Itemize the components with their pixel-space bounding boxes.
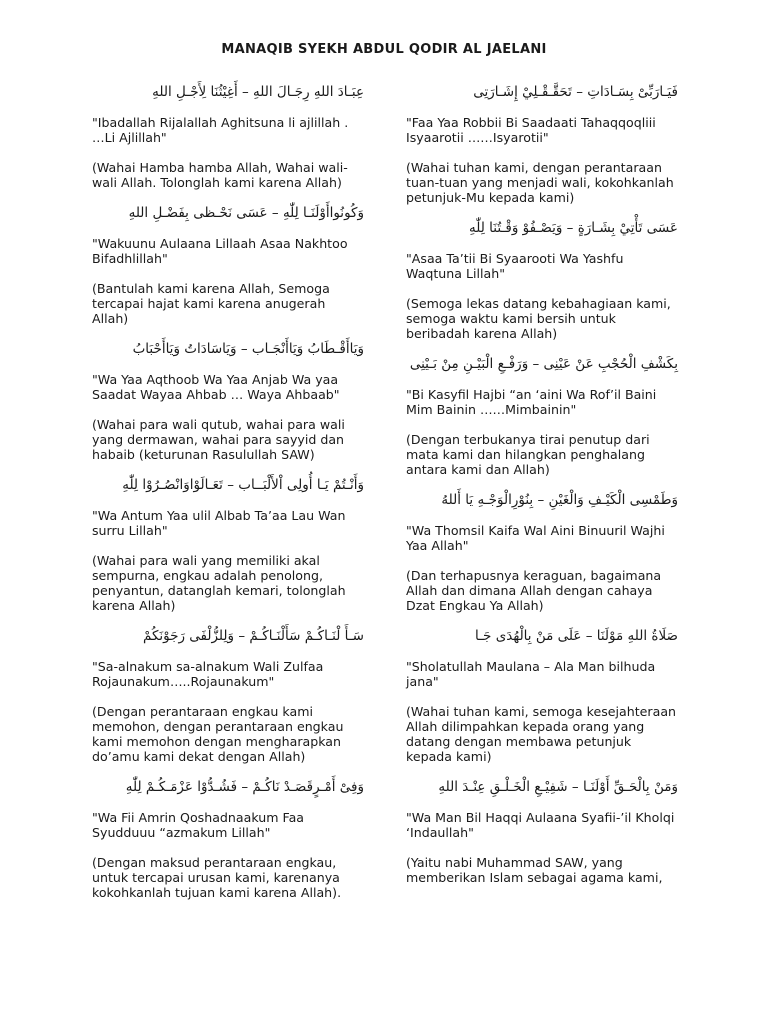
- latin-transliteration: "Asaa Ta’tii Bi Syaarooti Wa Yashfu Waqtuna Lillah": [406, 251, 624, 281]
- verse-translation: (Wahai tuhan kami, semoga kesejahteraan Allah dilimpahkan kepada orang yang datang dengan membawa petunjuk kepada kami): [406, 704, 677, 764]
- verse-translation: (Yaitu nabi Muhammad SAW, yang memberikan Islam sebagai agama kami,: [406, 855, 663, 885]
- left-column: [92, 84, 364, 915]
- verse-block: [406, 220, 678, 341]
- right-column: [406, 84, 678, 900]
- latin-transliteration: "Wa Fii Amrin Qoshadnaakum Faa Syudduuu “azmakum Lillah": [92, 810, 305, 840]
- verse-block: [406, 492, 678, 613]
- verse-block: [92, 84, 364, 190]
- arabic-verse: وَيَاأَقْـطَابُ وَيَاأَنْجَـاب – وَيَاسَادَاتُ وَيَاأَحْبَابُ: [132, 341, 364, 357]
- latin-transliteration: "Bi Kasyfil Hajbi “an ‘aini Wa Rof’il Baini Mim Bainin ……Mimbainin": [406, 387, 657, 417]
- arabic-verse: سَـأَ لْنَـاكُـمْ سَأَلْنَـاكُـمْ – وَلِلزُّلْفَى رَجَوْنَكُمْ: [142, 628, 364, 644]
- arabic-verse: وَطَمْسِى الْكَيْـفِ وَالْغَيْنِ – بِنُوْرِالْوَجْـهِ يَا أَللهُ: [441, 492, 678, 508]
- verse-block: [406, 84, 678, 205]
- verse-translation: (Semoga lekas datang kebahagiaan kami, semoga waktu kami bersih untuk beribadah karena Allah): [406, 296, 671, 341]
- arabic-verse: عِبَـادَ اللهِ رِجَـالَ اللهِ – أَغِيْثُنَا لِأَجْـلِ اللهِ: [152, 84, 364, 100]
- verse-translation: (Wahai Hamba hamba Allah, Wahai wali-wali Allah. Tolonglah kami karena Allah): [92, 160, 348, 190]
- latin-transliteration: "Wa Antum Yaa ulil Albab Ta’aa Lau Wan surru Lillah": [92, 508, 346, 538]
- verse-block: [92, 205, 364, 326]
- verse-translation: (Dengan perantaraan engkau kami memohon, dengan perantaraan engkau kami memohon dengan mengharapkan do’amu kami dekat dengan Allah): [92, 704, 344, 764]
- verse-block: [406, 628, 678, 764]
- verse-block: [406, 779, 678, 885]
- verse-translation: (Wahai tuhan kami, dengan perantaraan tuan-tuan yang menjadi wali, kokohkanlah petunjuk-Mu kepada kami): [406, 160, 674, 205]
- latin-transliteration: "Wa Yaa Aqthoob Wa Yaa Anjab Wa yaa Saadat Wayaa Ahbab … Waya Ahbaab": [92, 372, 340, 402]
- arabic-verse: صَلَاةُ اللهِ مَوْلَنَا – عَلَى مَنْ بِالْهُدَى جَـا: [474, 628, 678, 644]
- arabic-verse: عَسَى تَأْتِيْ بِشَـارَةٍ – وَيَصْـفُوْ وَقْـتُنَا لِلّٰهِ: [469, 220, 678, 236]
- arabic-verse: وَفِىْ أَمْـرٍقَصَـدْ نَاكُـمْ – فَشُـدُّوْا عَزْمَـكُـمْ لِلّٰهِ: [125, 779, 364, 795]
- latin-transliteration: "Wa Thomsil Kaifa Wal Aini Binuuril Wajhi Yaa Allah": [406, 523, 665, 553]
- verse-block: [406, 356, 678, 477]
- latin-transliteration: "Sa-alnakum sa-alnakum Wali Zulfaa Rojaunakum…..Rojaunakum": [92, 659, 324, 689]
- verse-translation: (Wahai para wali qutub, wahai para wali yang dermawan, wahai para sayyid dan habaib (keturunan Rasulullah SAW): [92, 417, 345, 462]
- verse-translation: (Wahai para wali yang memiliki akal sempurna, engkau adalah penolong, penyantun, datanglah kemari, tolonglah karena Allah): [92, 553, 346, 613]
- arabic-verse: وَمَنْ بِالْحَـقِّ أَوْلَنَـا – شَفِيْـعِ الْخَـلْـقِ عِنْـدَ اللهِ: [438, 779, 678, 795]
- document-title: MANAQIB SYEKH ABDUL QODIR AL JAELANI: [221, 42, 547, 57]
- arabic-verse: فَيَـارَبِّىْ بِسَـادَاتِ – تَحَقَّـقْـلِيْ إِشَـارَتِى: [473, 84, 678, 100]
- verse-translation: (Dengan terbukanya tirai penutup dari mata kami dan hilangkan penghalang antara kami dan Allah): [406, 432, 650, 477]
- arabic-verse: بِكَشْفِ الْحُجْبِ عَنْ عَيْنِى – وَرَفْـعِ الْبَيْـنِ مِنْ بَـيْنِى: [409, 356, 678, 372]
- latin-transliteration: "Wa Man Bil Haqqi Aulaana Syafii-’il Kholqi ‘Indaullah": [406, 810, 675, 840]
- latin-transliteration: "Faa Yaa Robbii Bi Saadaati Tahaqqoqliii Isyaarotii ……Isyarotii": [406, 115, 656, 145]
- latin-transliteration: "Ibadallah Rijalallah Aghitsuna li ajlillah . …Li Ajlillah": [92, 115, 349, 145]
- verse-translation: (Dan terhapusnya keraguan, bagaimana Allah dan dimana Allah dengan cahaya Dzat Engkau Ya Allah): [406, 568, 662, 613]
- arabic-verse: وَأَنْـتُمْ يَـا أُولِى اْلأَلْبَــاب – تَعَـالَوْاوَانْصُـرُوْا لِلّٰهِ: [122, 477, 364, 493]
- verse-translation: (Dengan maksud perantaraan engkau, untuk tercapai urusan kami, karenanya kokohkanlah tujuan kami karena Allah).: [92, 855, 342, 900]
- verse-translation: (Bantulah kami karena Allah, Semoga tercapai hajat kami karena anugerah Allah): [92, 281, 330, 326]
- verse-block: [92, 341, 364, 462]
- arabic-verse: وَكُونُواأَوْلَنَـا لِلّٰهِ – عَسَى نَحْـظى بِفَضْـلِ اللهِ: [128, 205, 364, 221]
- latin-transliteration: "Sholatullah Maulana – Ala Man bilhuda jana": [406, 659, 656, 689]
- verse-block: [92, 628, 364, 764]
- verse-block: [92, 779, 364, 900]
- verse-block: [92, 477, 364, 613]
- latin-transliteration: "Wakuunu Aulaana Lillaah Asaa Nakhtoo Bifadhlillah": [92, 236, 348, 266]
